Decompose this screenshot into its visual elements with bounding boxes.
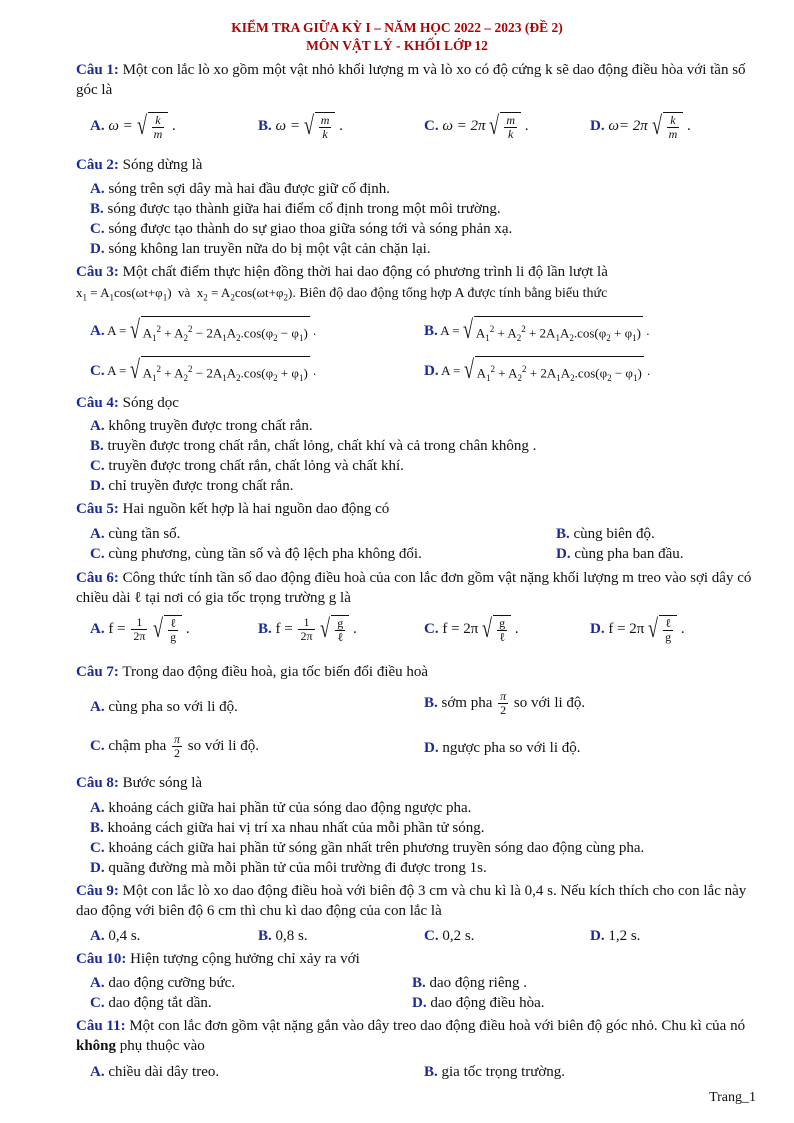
q4-option-d: D. chỉ truyền được trong chất rắn.: [90, 478, 294, 494]
q10-option-d: D. dao động điều hòa.: [412, 995, 545, 1011]
q9-option-a: A. 0,4 s.: [90, 928, 141, 944]
question-2: Câu 2: Sóng dừng là: [76, 157, 203, 173]
q6-option-d: D. f = 2π √ $\frac{\text{ℓ}}{g}$ .: [590, 614, 685, 644]
q10-option-b: B. dao động riêng .: [412, 975, 527, 991]
q9-option-c: C. 0,2 s.: [424, 928, 475, 944]
question-9: Câu 9: Một con lắc lò xo dao động điều hoà với biên độ 3 cm và chu kì là 0,4 s. Nếu kích thích cho con lắc này dao động với biên độ 6 cm thì chu kì dao động của con lắc là: [76, 883, 747, 919]
question-10: Câu 10: Hiện tượng cộng hưởng chỉ xảy ra với: [76, 951, 360, 967]
question-3-cont: $x_1 = A_1\cos(\omega t+\varphi_1)$ và $x_2 = A_2\cos(\omega t+\varphi_2)$. Biên độ dao động tổng hợp A được tính bằng biểu thức: [76, 285, 608, 303]
q6-option-a: A. f = $\frac{1}{2\pi}$ √ $\frac{\text{ℓ}}{g}$ .: [90, 614, 190, 644]
q5-option-d: D. cùng pha ban đầu.: [556, 546, 684, 562]
q4-option-b: B. truyền được trong chất rắn, chất lỏng, chất khí và cả trong chân không .: [90, 438, 537, 454]
question-7: Câu 7: Trong dao động điều hoà, gia tốc biến đổi điều hoà: [76, 664, 429, 680]
q3-option-b: B. A = √ $A_1^2 + A_2^2 + 2A_1A_2.\cos(\varphi_2 + \varphi_1)$ .: [424, 316, 649, 348]
q1-option-b: B. ω = √ $\frac{m}{k}$ .: [258, 111, 343, 141]
q4-option-a: A. không truyền được trong chất rắn.: [90, 418, 313, 434]
q9-option-b: B. 0,8 s.: [258, 928, 308, 944]
q1-option-c: C. ω = 2π √ $\frac{m}{k}$ .: [424, 111, 529, 141]
q8-option-b: B. khoảng cách giữa hai vị trí xa nhau nhất của mỗi phần tử sóng.: [90, 820, 485, 836]
question-11: Câu 11: Một con lắc đơn gồm vật nặng gắn vào dây treo dao động điều hoà với biên độ góc nhỏ. Chu kì của nó không phụ thuộc vào: [76, 1018, 746, 1054]
q8-option-a: A. khoảng cách giữa hai phần tử của sóng dao động ngược pha.: [90, 800, 472, 816]
q9-option-d: D. 1,2 s.: [590, 928, 641, 944]
q10-option-a: A. dao động cưỡng bức.: [90, 975, 236, 991]
q8-option-c: C. khoảng cách giữa hai phần tử sóng gần nhất trên phương truyền sóng dao động cùng pha.: [90, 840, 645, 856]
q4-option-c: C. truyền được trong chất rắn, chất lỏng và chất khí.: [90, 458, 404, 474]
page-number: Trang_1: [709, 1090, 756, 1105]
q7-option-a: A. cùng pha so với li độ.: [90, 699, 238, 715]
question-3: Câu 3: Một chất điểm thực hiện đồng thời hai dao động có phương trình li độ lần lượt là: [76, 264, 608, 280]
q1-option-d: D. ω= 2π √ $\frac{k}{m}$ .: [590, 111, 691, 141]
q6-option-c: C. f = 2π √ $\frac{g}{\text{ℓ}}$ .: [424, 614, 519, 644]
q7-option-c: C. chậm pha $\frac{\pi}{2}$ so với li độ.: [90, 732, 260, 760]
exam-subtitle: MÔN VẬT LÝ - KHỐI LỚP 12: [306, 38, 488, 53]
q3-option-d: D. A = √ $A_1^2 + A_2^2 + 2A_1A_2.\cos(\varphi_2 - \varphi_1)$ .: [424, 356, 650, 388]
question-8: Câu 8: Bước sóng là: [76, 775, 203, 791]
q2-option-d: D. sóng không lan truyền nữa do bị một vật cản chặn lại.: [90, 241, 431, 257]
q11-option-a: A. chiều dài dây treo.: [90, 1064, 220, 1080]
exam-title: KIỂM TRA GIỮA KỲ I – NĂM HỌC 2022 – 2023 (ĐỀ 2): [231, 20, 563, 35]
question-1: Câu 1: Một con lắc lò xo gồm một vật nhỏ khối lượng m và lò xo có độ cứng k sẽ dao động điều hòa với tần số góc là: [76, 62, 746, 98]
q8-option-d: D. quãng đường mà mỗi phần tử của môi trường đi được trong 1s.: [90, 860, 487, 876]
q7-option-d: D. ngược pha so với li độ.: [424, 740, 581, 756]
q7-option-b: B. sớm pha $\frac{\pi}{2}$ so với li độ.: [424, 689, 586, 717]
question-4: Câu 4: Sóng dọc: [76, 395, 179, 411]
question-5: Câu 5: Hai nguồn kết hợp là hai nguồn dao động có: [76, 501, 390, 517]
q6-option-b: B. f = $\frac{1}{2\pi}$ √ $\frac{g}{\text{ℓ}}$ .: [258, 614, 357, 644]
q3-option-a: A. A = √ $A_1^2 + A_2^2 - 2A_1A_2.\cos(\varphi_2 - \varphi_1)$ .: [90, 316, 316, 348]
q5-option-c: C. cùng phương, cùng tần số và độ lệch pha không đổi.: [90, 546, 422, 562]
q5-option-b: B. cùng biên độ.: [556, 526, 655, 542]
q5-option-a: A. cùng tần số.: [90, 526, 181, 542]
q2-option-c: C. sóng được tạo thành do sự giao thoa giữa sóng tới và sóng phản xạ.: [90, 221, 513, 237]
q1-option-a: A. ω = √ $\frac{k}{m}$ .: [90, 111, 176, 141]
q3-option-c: C. A = √ $A_1^2 + A_2^2 - 2A_1A_2.\cos(\varphi_2 + \varphi_1)$ .: [90, 356, 316, 388]
q2-option-a: A. sóng trên sợi dây mà hai đầu được giữ cố định.: [90, 181, 390, 197]
q2-option-b: B. sóng được tạo thành giữa hai điểm cố định trong một môi trường.: [90, 201, 501, 217]
question-6: Câu 6: Công thức tính tần số dao động điều hoà của con lắc đơn gồm vật nặng khối lượng m treo vào sợi dây có chiều dài ℓ tại nơi có gia tốc trọng trường g là: [76, 570, 752, 606]
q11-option-b: B. gia tốc trọng trường.: [424, 1064, 566, 1080]
q10-option-c: C. dao động tắt dần.: [90, 995, 212, 1011]
